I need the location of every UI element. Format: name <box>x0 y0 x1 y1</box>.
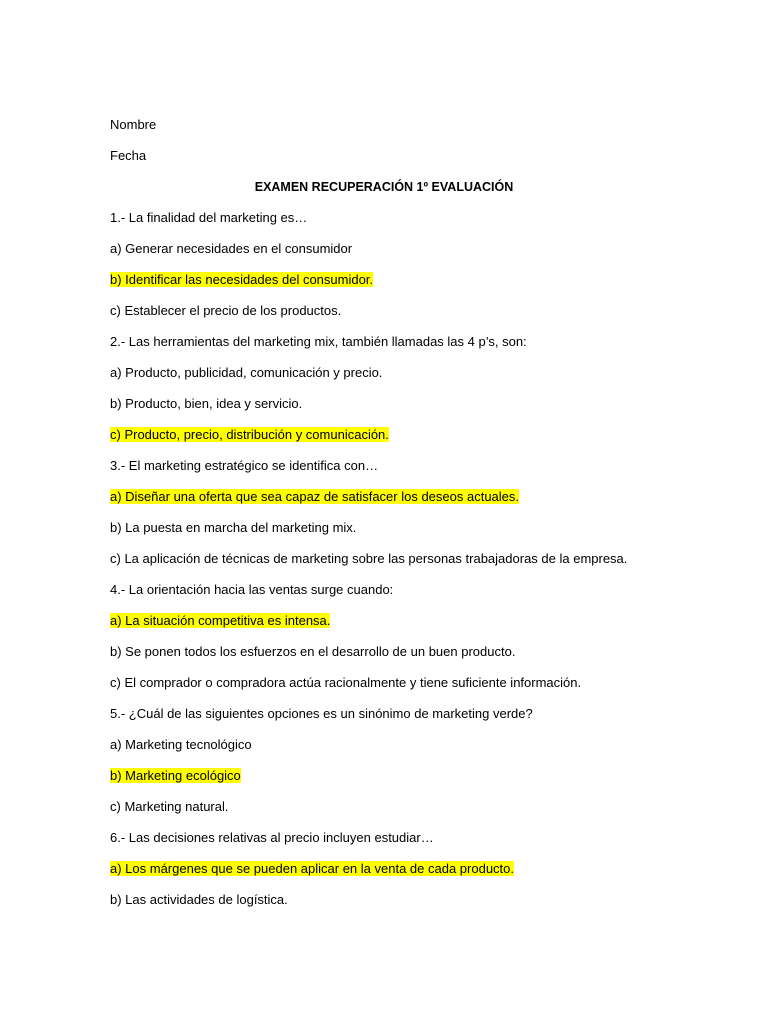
answer-option <box>110 768 241 784</box>
answer-label: a) Producto, publicidad, comunicación y precio. <box>110 365 383 380</box>
correct-answer-label: b) Marketing ecológico <box>110 768 241 783</box>
correct-answer-label: b) Identificar las necesidades del consumidor. <box>110 272 374 287</box>
answer-option <box>110 644 515 660</box>
question-text <box>110 210 307 226</box>
exam-title: EXAMEN RECUPERACIÓN 1º EVALUACIÓN <box>254 180 514 194</box>
question-label: 6.- Las decisiones relativas al precio incluyen estudiar… <box>110 830 434 845</box>
answer-option <box>110 396 302 412</box>
question-text <box>110 706 533 722</box>
answer-label: a) Marketing tecnológico <box>110 737 252 752</box>
question-label: 4.- La orientación hacia las ventas surge cuando: <box>110 582 394 597</box>
answer-label: b) La puesta en marcha del marketing mix. <box>110 520 357 535</box>
correct-answer-label: a) Los márgenes que se pueden aplicar en la venta de cada producto. <box>110 861 514 876</box>
question-text <box>110 334 527 350</box>
answer-option <box>110 520 356 536</box>
answer-option <box>110 861 514 877</box>
answer-option <box>110 675 581 691</box>
answer-option <box>110 272 373 288</box>
answer-option <box>110 551 627 567</box>
answer-label: c) Marketing natural. <box>110 799 229 814</box>
answer-label: b) Se ponen todos los esfuerzos en el desarrollo de un buen producto. <box>110 644 516 659</box>
answer-option <box>110 613 330 629</box>
answer-option <box>110 427 389 443</box>
answer-label: a) Generar necesidades en el consumidor <box>110 241 353 256</box>
question-text <box>110 458 378 474</box>
answer-option <box>110 737 252 753</box>
date-label: Fecha <box>110 148 147 163</box>
correct-answer-label: a) La situación competitiva es intensa. <box>110 613 331 628</box>
answer-option <box>110 892 288 908</box>
answer-option <box>110 303 341 319</box>
question-label: 1.- La finalidad del marketing es… <box>110 210 308 225</box>
answer-label: c) Establecer el precio de los productos. <box>110 303 342 318</box>
answer-label: c) La aplicación de técnicas de marketing sobre las personas trabajadoras de la empresa. <box>110 551 628 566</box>
question-label: 5.- ¿Cuál de las siguientes opciones es un sinónimo de marketing verde? <box>110 706 533 721</box>
answer-label: b) Producto, bien, idea y servicio. <box>110 396 303 411</box>
name-label: Nombre <box>110 117 157 132</box>
question-label: 2.- Las herramientas del marketing mix, también llamadas las 4 p’s, son: <box>110 334 527 349</box>
question-label: 3.- El marketing estratégico se identifica con… <box>110 458 379 473</box>
answer-label: b) Las actividades de logística. <box>110 892 288 907</box>
correct-answer-label: c) Producto, precio, distribución y comunicación. <box>110 427 389 442</box>
question-text <box>110 582 393 598</box>
answer-option <box>110 241 352 257</box>
answer-option <box>110 365 382 381</box>
question-text <box>110 830 434 846</box>
answer-label: c) El comprador o compradora actúa racionalmente y tiene suficiente información. <box>110 675 582 690</box>
answer-option <box>110 799 229 815</box>
answer-option <box>110 489 519 505</box>
correct-answer-label: a) Diseñar una oferta que sea capaz de satisfacer los deseos actuales. <box>110 489 520 504</box>
